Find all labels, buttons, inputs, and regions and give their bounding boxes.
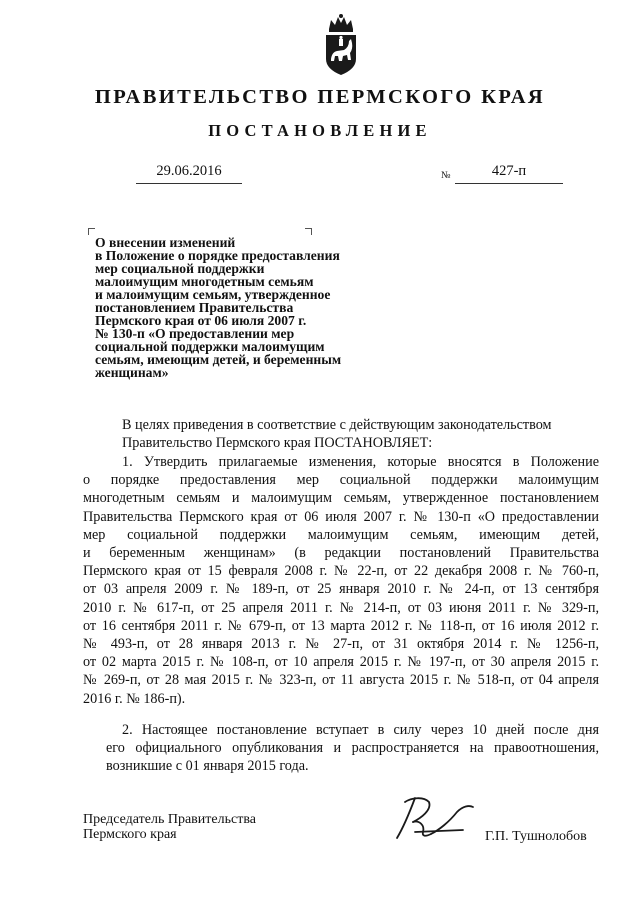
item-1-line: № 493-п, от 28 января 2013 г. № 27-п, от 31 октября 2014 г. № 1256-п, bbox=[83, 636, 599, 653]
item-1-line: о порядке предоставления мер социальной поддержки малоимущим bbox=[83, 472, 599, 489]
signer-position-line: Пермского края bbox=[83, 826, 177, 842]
item-1-line: от 16 сентября 2011 г. № 679-п, от 13 марта 2012 г. № 118-п, от 16 июля 2012 г. bbox=[83, 617, 599, 634]
number-sign: № bbox=[441, 170, 451, 181]
government-title: ПРАВИТЕЛЬСТВО ПЕРМСКОГО КРАЯ bbox=[94, 86, 546, 108]
item-1-line: 2016 г. № 186-п). bbox=[83, 690, 186, 707]
signer-position-line: Председатель Правительства bbox=[83, 812, 256, 827]
item-1-line: 2010 г. № 617-п, от 25 апреля 2011 г. № 214-п, от 03 июня 2011 г. № 329-п, bbox=[83, 599, 599, 616]
item-1-line: многодетным семьям и малоимущим семьям, утвержденное постановлением bbox=[83, 490, 599, 507]
signer-position bbox=[83, 813, 256, 842]
subject-line: в Положение о порядке предоставления bbox=[95, 248, 340, 264]
item-1-line: 1. Утвердить прилагаемые изменения, которые вносятся в Положение bbox=[122, 454, 599, 470]
item-1-line: от 03 апреля 2009 г. № 189-п, от 25 января 2010 г. № 24-п, от 13 сентября bbox=[83, 581, 599, 598]
signer-name: Г.П. Тушнолобов bbox=[485, 829, 587, 844]
item-1-paragraph bbox=[83, 453, 599, 708]
document-subject bbox=[95, 236, 385, 380]
subject-line: № 130-п «О предоставлении мер bbox=[95, 326, 295, 342]
number-field bbox=[455, 163, 563, 184]
item-2-paragraph bbox=[83, 721, 599, 776]
handwritten-signature bbox=[393, 792, 477, 844]
subject-line: О внесении изменений bbox=[95, 235, 236, 250]
item-1-line: от 02 марта 2015 г. № 108-п, от 10 апреля 2015 г. № 197-п, от 30 апреля 2015 г. bbox=[83, 654, 599, 671]
subject-line: женщинам» bbox=[95, 365, 169, 381]
subject-corner-left bbox=[88, 228, 95, 235]
item-1-line: Правительства Пермского края от 06 июля 2007 г. № 130-п «О предоставлении bbox=[83, 508, 599, 525]
date-field bbox=[136, 163, 242, 184]
subject-line: социальной поддержки малоимущим bbox=[95, 339, 325, 355]
item-1-line: и беременным женщинам» (в редакции постановлений Правительства bbox=[83, 545, 599, 562]
document-date: 29.06.2016 bbox=[156, 163, 222, 179]
coat-of-arms-icon bbox=[322, 14, 360, 76]
item-2-line: его официального опубликования и распространяется на правоотношения, bbox=[106, 740, 599, 757]
subject-corner-right bbox=[305, 228, 312, 235]
subject-line: семьям, имеющим детей, и беременным bbox=[95, 352, 342, 368]
item-2-line: возникшие с 01 января 2015 года. bbox=[106, 758, 309, 775]
subject-line: и малоимущим семьям, утвержденное bbox=[95, 287, 331, 303]
subject-line: постановлением Правительства bbox=[95, 300, 294, 316]
preamble-line: В целях приведения в соответствие с действующим законодательством bbox=[122, 417, 552, 433]
preamble-line: Правительство Пермского края ПОСТАНОВЛЯЕТ: bbox=[122, 435, 433, 452]
subject-line: Пермского края от 06 июля 2007 г. bbox=[95, 313, 307, 329]
item-1-line: Пермского края от 15 февраля 2008 г. № 22-п, от 22 декабря 2008 г. № 760-п, bbox=[83, 563, 599, 580]
item-1-line: № 269-п, от 28 мая 2015 г. № 323-п, от 11 августа 2015 г. № 518-п, от 04 апреля bbox=[83, 672, 599, 689]
subject-line: мер социальной поддержки bbox=[95, 261, 265, 277]
document-number: 427-п bbox=[491, 163, 527, 179]
item-1-line: мер социальной поддержки малоимущим семьям, имеющим детей, bbox=[83, 526, 599, 543]
document-type: ПОСТАНОВЛЕНИЕ bbox=[208, 121, 432, 140]
item-2-line: 2. Настоящее постановление вступает в силу через 10 дней после дня bbox=[122, 722, 599, 738]
preamble-paragraph bbox=[122, 416, 592, 452]
subject-line: малоимущим многодетным семьям bbox=[95, 274, 314, 290]
